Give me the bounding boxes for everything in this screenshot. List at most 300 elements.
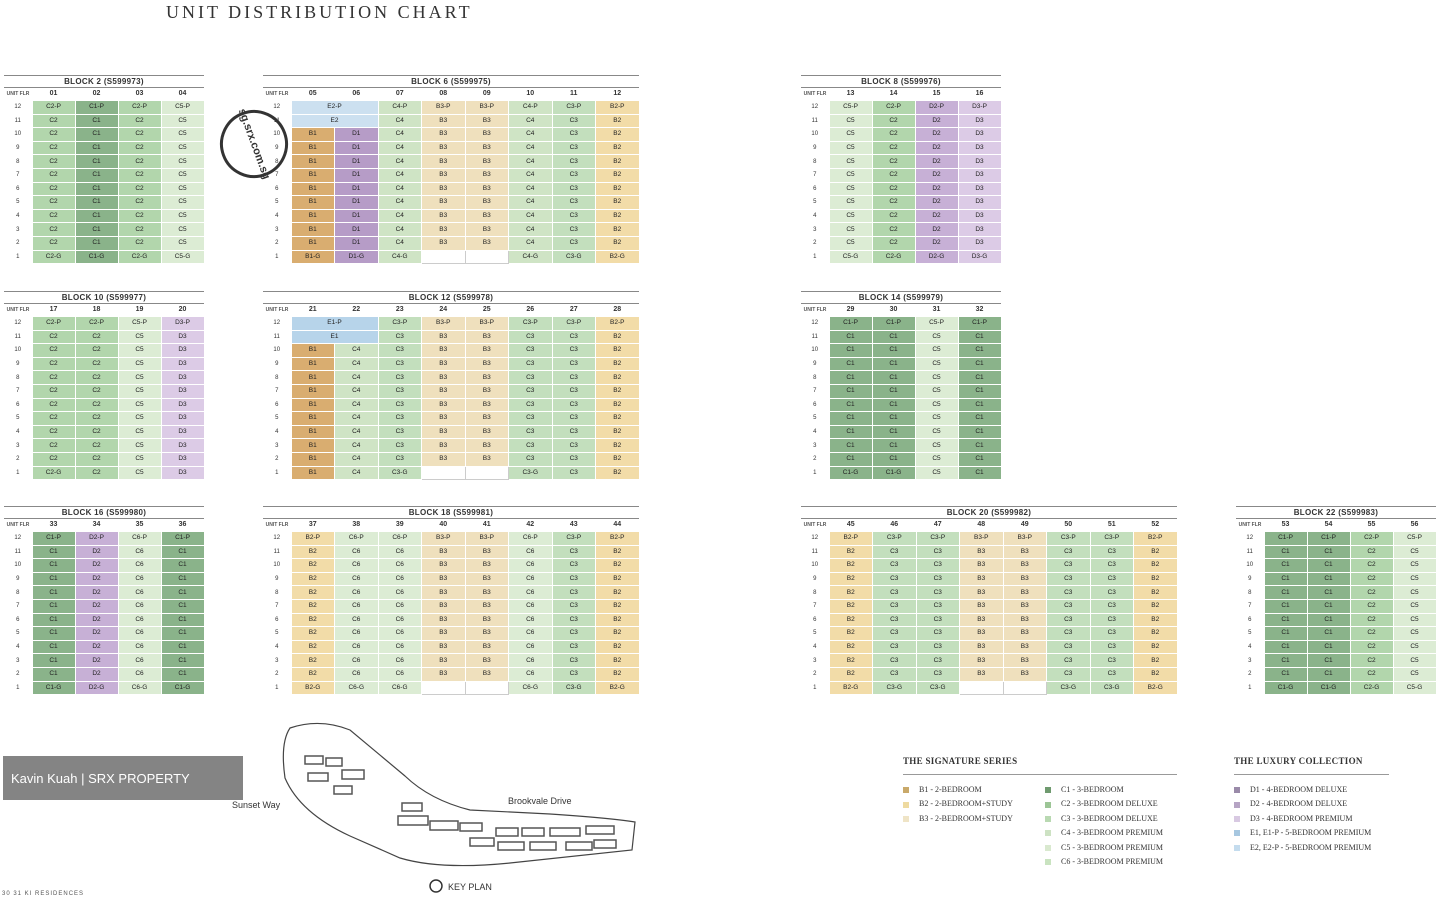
legend-label: C3 - 3-BEDROOM DELUXE — [1061, 813, 1158, 823]
unit-cell: C3 — [873, 640, 917, 654]
unit-cell: C2 — [872, 114, 915, 128]
unit-cell: C6 — [509, 640, 553, 654]
unit-cell: C3 — [552, 627, 596, 641]
unit-cell: C2 — [75, 330, 118, 344]
unit-cell: C3 — [552, 236, 596, 250]
unit-cell: B3 — [422, 236, 466, 250]
unit-cell: B2-G — [291, 681, 335, 695]
floor-row — [4, 667, 204, 681]
unit-cell: C1-P — [32, 532, 75, 546]
unit-cell: C1 — [161, 640, 204, 654]
unit-cell: C6 — [335, 654, 379, 668]
unit-cell: C5 — [829, 128, 872, 142]
unit-cell: C1 — [75, 114, 118, 128]
unit-cell: C3 — [916, 654, 960, 668]
unit-cell: C2-G — [1350, 681, 1393, 695]
unit-cell: C6 — [118, 613, 161, 627]
unit-cell: C1 — [872, 357, 915, 371]
unit-cell: C3 — [1090, 572, 1134, 586]
unit-cell: C1 — [958, 344, 1001, 358]
unit-cell: D1 — [335, 182, 379, 196]
unit-cell: C2 — [1350, 654, 1393, 668]
unit-cell: C3 — [916, 667, 960, 681]
unit-cell: C2 — [118, 236, 161, 250]
unit-cell: B1 — [291, 141, 335, 155]
unit-cell: C1 — [1264, 640, 1307, 654]
unit-cell: B2 — [291, 654, 335, 668]
unit-cell: B3 — [465, 613, 509, 627]
unit-cell: C6 — [509, 559, 553, 573]
unit-cell: B3 — [422, 141, 466, 155]
unit-cell: B1 — [291, 168, 335, 182]
unit-cell: B1 — [291, 236, 335, 250]
unit-cell: C1 — [872, 384, 915, 398]
unit-number-header: 34 — [92, 521, 101, 528]
unit-cell: B3 — [1003, 572, 1047, 586]
unit-number-header: 19 — [135, 306, 144, 313]
unit-cell: C3 — [873, 559, 917, 573]
floor-number: 11 — [273, 117, 280, 124]
unit-number-header: 44 — [613, 521, 622, 528]
unit-cell: B3 — [960, 599, 1004, 613]
unit-cell: C5 — [161, 196, 204, 210]
unit-cell: C2-G — [118, 250, 161, 264]
floor-row — [801, 613, 1177, 627]
unit-cell: C6 — [118, 654, 161, 668]
unit-cell: C6 — [509, 545, 553, 559]
floor-number: 5 — [16, 415, 20, 422]
floor-row — [263, 223, 639, 237]
unit-cell: C3 — [1090, 640, 1134, 654]
unit-cell: D2 — [915, 128, 958, 142]
unit-floor-header: UNIT FLR — [803, 521, 827, 528]
unit-cell: C4 — [378, 141, 422, 155]
unit-cell: C5-P — [1393, 532, 1436, 546]
unit-cell: B3 — [465, 114, 509, 128]
unit-cell: B2 — [291, 599, 335, 613]
unit-cell: D3 — [161, 439, 204, 453]
unit-cell: C1 — [829, 425, 872, 439]
floor-row — [263, 357, 639, 371]
unit-cell: C3 — [1047, 599, 1091, 613]
unit-cell: C2 — [872, 223, 915, 237]
unit-cell: C5 — [915, 452, 958, 466]
unit-number-header: 30 — [889, 306, 898, 313]
unit-cell: C3 — [552, 667, 596, 681]
unit-cell: C5 — [1393, 586, 1436, 600]
unit-cell: C1 — [1307, 640, 1350, 654]
unit-number-header: 41 — [482, 521, 491, 528]
floor-row — [4, 613, 204, 627]
unit-cell: C5 — [915, 439, 958, 453]
unit-cell: B3 — [422, 182, 466, 196]
unit-cell: C4 — [509, 168, 553, 182]
unit-cell: C2 — [1350, 627, 1393, 641]
unit-cell: C3 — [552, 425, 596, 439]
unit-cell: C1 — [75, 236, 118, 250]
unit-cell: C5 — [915, 398, 958, 412]
unit-cell: B3 — [422, 330, 466, 344]
legend-swatch — [1234, 830, 1240, 836]
unit-cell: C5 — [161, 223, 204, 237]
block-16-table — [4, 506, 204, 695]
floor-row — [4, 317, 204, 331]
unit-cell: C4 — [335, 452, 379, 466]
unit-cell: B3 — [465, 330, 509, 344]
unit-cell: C1 — [161, 559, 204, 573]
unit-cell: C5 — [915, 344, 958, 358]
block-title: BLOCK 22 (S599983) — [1236, 506, 1436, 519]
floor-number: 11 — [14, 117, 21, 124]
unit-cell: D3 — [161, 371, 204, 385]
floor-row — [801, 344, 1001, 358]
unit-cell: B3 — [960, 627, 1004, 641]
legend-label: B3 - 2-BEDROOM+STUDY — [919, 813, 1013, 823]
unit-cell: B3 — [465, 667, 509, 681]
street-sunset-way: Sunset Way — [232, 800, 281, 810]
unit-cell: C2 — [118, 128, 161, 142]
block-title: BLOCK 20 (S599982) — [801, 506, 1177, 519]
legend-item — [1234, 797, 1389, 811]
unit-cell: D2 — [915, 155, 958, 169]
unit-cell: D3 — [958, 236, 1001, 250]
unit-cell: C2 — [32, 357, 75, 371]
unit-cell: C2 — [32, 439, 75, 453]
unit-cell: B2-G — [596, 250, 640, 264]
unit-cell: C3 — [873, 654, 917, 668]
floor-number: 10 — [14, 131, 22, 138]
unit-cell: C2 — [32, 182, 75, 196]
unit-cell: C1 — [1264, 667, 1307, 681]
unit-cell: C4 — [509, 141, 553, 155]
unit-number-header: 06 — [352, 90, 361, 97]
unit-cell: C3 — [873, 667, 917, 681]
floor-row — [801, 439, 1001, 453]
unit-cell: B2 — [1134, 640, 1178, 654]
unit-number-header: 38 — [352, 521, 361, 528]
unit-cell: C6-G — [378, 681, 422, 695]
floor-number: 8 — [16, 374, 20, 381]
unit-cell: C2 — [1350, 572, 1393, 586]
unit-cell: C2 — [872, 155, 915, 169]
floor-number: 3 — [813, 657, 817, 664]
unit-cell: B2 — [829, 559, 873, 573]
unit-cell: C3 — [552, 155, 596, 169]
floor-number: 3 — [275, 442, 279, 449]
unit-cell: B3 — [422, 599, 466, 613]
floor-number: 9 — [16, 145, 20, 152]
unit-cell: C4-G — [378, 250, 422, 264]
floor-number: 10 — [14, 562, 22, 569]
unit-floor-header: UNIT FLR — [265, 90, 289, 97]
unit-cell: C1 — [32, 613, 75, 627]
unit-cell: C3 — [1090, 613, 1134, 627]
floor-row — [263, 344, 639, 358]
unit-cell: C3 — [552, 452, 596, 466]
unit-number-header: 12 — [613, 90, 622, 97]
unit-number-header: 50 — [1064, 521, 1073, 528]
unit-cell: C6 — [335, 599, 379, 613]
floor-row — [1236, 613, 1436, 627]
unit-cell: C1 — [958, 330, 1001, 344]
unit-cell: C6 — [118, 586, 161, 600]
unit-cell: B1 — [291, 425, 335, 439]
unit-cell: C4-G — [509, 250, 553, 264]
unit-cell: C6 — [335, 545, 379, 559]
unit-cell: C5 — [829, 155, 872, 169]
unit-cell: E1-P — [291, 317, 378, 331]
unit-cell: D3 — [958, 223, 1001, 237]
unit-grid — [1236, 519, 1437, 695]
unit-number-header: 01 — [49, 90, 58, 97]
unit-cell: C3 — [552, 384, 596, 398]
floor-row — [801, 330, 1001, 344]
unit-cell: C3 — [509, 330, 553, 344]
floor-row — [263, 572, 639, 586]
unit-cell: C3 — [378, 371, 422, 385]
floor-number: 1 — [275, 684, 279, 691]
unit-cell: D2-P — [75, 532, 118, 546]
unit-cell: C1 — [32, 599, 75, 613]
unit-cell: C1 — [829, 384, 872, 398]
unit-cell: D3 — [161, 412, 204, 426]
floor-number: 12 — [273, 320, 281, 327]
floor-number: 9 — [813, 576, 817, 583]
unit-cell: C1 — [958, 425, 1001, 439]
unit-cell: C3 — [873, 572, 917, 586]
unit-cell: C1 — [75, 209, 118, 223]
unit-cell: B3 — [465, 223, 509, 237]
legend-swatch — [1234, 845, 1240, 851]
unit-cell: B3 — [960, 654, 1004, 668]
unit-cell: C3 — [552, 114, 596, 128]
unit-cell: C3-P — [552, 101, 596, 115]
unit-cell: C2 — [872, 128, 915, 142]
unit-cell: B3 — [465, 640, 509, 654]
unit-cell: C2 — [75, 452, 118, 466]
floor-number: 1 — [813, 684, 817, 691]
unit-cell: C3 — [509, 371, 553, 385]
legend-label: C6 - 3-BEDROOM PREMIUM — [1061, 856, 1164, 866]
unit-cell: B3 — [422, 559, 466, 573]
unit-cell: B1 — [291, 398, 335, 412]
unit-cell: C6-P — [118, 532, 161, 546]
unit-cell: C5-P — [829, 101, 872, 115]
legend-signature-series — [903, 756, 1177, 869]
unit-cell: C2 — [75, 412, 118, 426]
block-14-table — [801, 291, 1001, 480]
unit-number-header: 26 — [526, 306, 535, 313]
unit-cell: B1 — [291, 209, 335, 223]
unit-cell: C6 — [335, 627, 379, 641]
unit-cell: C3 — [916, 559, 960, 573]
unit-cell: C1 — [829, 439, 872, 453]
floor-row — [4, 101, 204, 115]
legend-item — [1045, 797, 1177, 811]
floor-row — [263, 627, 639, 641]
unit-cell: B2 — [596, 209, 640, 223]
legend-luxury-collection — [1234, 756, 1389, 855]
unit-number-header: 54 — [1324, 521, 1333, 528]
unit-cell: C5 — [829, 114, 872, 128]
legend-swatch — [1045, 816, 1051, 822]
floor-row — [1236, 532, 1436, 546]
unit-cell: B2-P — [596, 317, 640, 331]
unit-cell: B3 — [422, 667, 466, 681]
unit-cell: C3-P — [1047, 532, 1091, 546]
unit-cell: C5 — [1393, 667, 1436, 681]
floor-number: 9 — [16, 576, 20, 583]
legend-label: D3 - 4-BEDROOM PREMIUM — [1250, 813, 1353, 823]
unit-cell: C3 — [916, 627, 960, 641]
unit-cell: C1 — [32, 627, 75, 641]
unit-cell: B3 — [422, 168, 466, 182]
unit-cell: D2 — [75, 667, 118, 681]
unit-cell: C2 — [32, 371, 75, 385]
unit-cell: B2 — [596, 466, 640, 480]
floor-row — [801, 168, 1001, 182]
legend-item — [1045, 783, 1177, 797]
unit-cell: C3 — [916, 572, 960, 586]
unit-cell: C2 — [32, 223, 75, 237]
unit-cell — [1003, 681, 1047, 695]
unit-cell: C1 — [958, 439, 1001, 453]
unit-number-header: 53 — [1281, 521, 1290, 528]
unit-cell: C6 — [118, 559, 161, 573]
unit-cell: C6 — [509, 599, 553, 613]
unit-cell: C2 — [75, 425, 118, 439]
unit-cell: C1 — [32, 586, 75, 600]
legend-swatch — [1234, 787, 1240, 793]
unit-cell: C1-P — [872, 317, 915, 331]
legend-label: D2 - 4-BEDROOM DELUXE — [1250, 799, 1348, 809]
unit-cell: B3 — [422, 357, 466, 371]
floor-number: 10 — [811, 347, 819, 354]
unit-cell: C3 — [509, 344, 553, 358]
unit-cell: D2 — [915, 196, 958, 210]
unit-cell: C1 — [161, 667, 204, 681]
unit-cell: C3 — [378, 439, 422, 453]
floor-row — [801, 545, 1177, 559]
floor-number: 2 — [16, 456, 20, 463]
unit-number-header: 25 — [482, 306, 491, 313]
floor-row — [801, 371, 1001, 385]
floor-row — [801, 250, 1001, 264]
unit-cell: C1 — [1264, 613, 1307, 627]
unit-cell: B1 — [291, 182, 335, 196]
unit-cell: D1 — [335, 223, 379, 237]
legend-label: C2 - 3-BEDROOM DELUXE — [1061, 799, 1158, 809]
unit-cell: B2-G — [829, 681, 873, 695]
unit-number-header: 21 — [308, 306, 317, 313]
block-title: BLOCK 10 (S599977) — [4, 291, 204, 304]
unit-cell: D3 — [161, 425, 204, 439]
unit-cell: B3 — [422, 344, 466, 358]
block-title: BLOCK 6 (S599975) — [263, 75, 639, 88]
floor-row — [801, 209, 1001, 223]
floor-row — [4, 412, 204, 426]
unit-cell: C1 — [75, 223, 118, 237]
unit-cell: B2-P — [596, 101, 640, 115]
unit-cell: C5 — [829, 182, 872, 196]
unit-cell: B3 — [465, 439, 509, 453]
unit-cell: B3 — [465, 559, 509, 573]
unit-cell: C5 — [161, 114, 204, 128]
unit-cell: C5 — [161, 209, 204, 223]
unit-cell: B3 — [422, 586, 466, 600]
floor-row — [263, 168, 639, 182]
unit-cell: C6-G — [335, 681, 379, 695]
unit-cell: C3 — [1047, 627, 1091, 641]
unit-cell: B3 — [1003, 667, 1047, 681]
floor-number: 3 — [16, 442, 20, 449]
unit-cell: C5 — [1393, 627, 1436, 641]
floor-row — [263, 128, 639, 142]
unit-cell: C1 — [958, 412, 1001, 426]
block-12-table — [263, 291, 639, 480]
unit-cell: C3 — [378, 344, 422, 358]
unit-cell: C2 — [1350, 599, 1393, 613]
unit-cell: B3 — [422, 155, 466, 169]
unit-cell: C6 — [335, 640, 379, 654]
floor-number: 6 — [275, 185, 279, 192]
unit-cell: C1-G — [32, 681, 75, 695]
floor-row — [1236, 627, 1436, 641]
unit-cell: C2-P — [75, 317, 118, 331]
unit-cell: C5-P — [915, 317, 958, 331]
unit-cell: C4 — [378, 114, 422, 128]
floor-number: 8 — [275, 589, 279, 596]
floor-row — [4, 599, 204, 613]
floor-number: 9 — [813, 145, 817, 152]
unit-cell: B2 — [596, 141, 640, 155]
floor-number: 9 — [813, 361, 817, 368]
unit-cell: C3-G — [552, 681, 596, 695]
floor-row — [4, 344, 204, 358]
unit-cell: C3 — [552, 613, 596, 627]
unit-cell: C4-P — [378, 101, 422, 115]
legend-item — [1234, 783, 1389, 797]
floor-number: 8 — [813, 374, 817, 381]
unit-number-header: 18 — [92, 306, 101, 313]
unit-cell: C3 — [552, 182, 596, 196]
floor-number: 4 — [275, 644, 279, 651]
legend-item — [1045, 841, 1177, 855]
unit-cell: B2 — [596, 330, 640, 344]
unit-number-header: 14 — [889, 90, 898, 97]
floor-row — [801, 681, 1177, 695]
unit-cell: D1 — [335, 196, 379, 210]
unit-cell: C3-G — [1047, 681, 1091, 695]
legend-swatch — [903, 787, 909, 793]
unit-cell — [422, 466, 466, 480]
floor-number: 12 — [273, 104, 281, 111]
unit-number-header: 36 — [178, 521, 187, 528]
unit-cell: B2 — [291, 613, 335, 627]
floor-row — [263, 398, 639, 412]
floor-row — [263, 236, 639, 250]
unit-cell: C3-G — [378, 466, 422, 480]
page-footer: 30 31 KI RESIDENCES — [2, 891, 85, 897]
floor-number: 2 — [275, 671, 279, 678]
floor-row — [263, 425, 639, 439]
unit-cell: C2 — [872, 209, 915, 223]
block-title: BLOCK 8 (S599976) — [801, 75, 1001, 88]
unit-cell: C1 — [1264, 654, 1307, 668]
unit-cell: C2-P — [1350, 532, 1393, 546]
floor-row — [263, 114, 639, 128]
unit-cell: C3 — [552, 398, 596, 412]
